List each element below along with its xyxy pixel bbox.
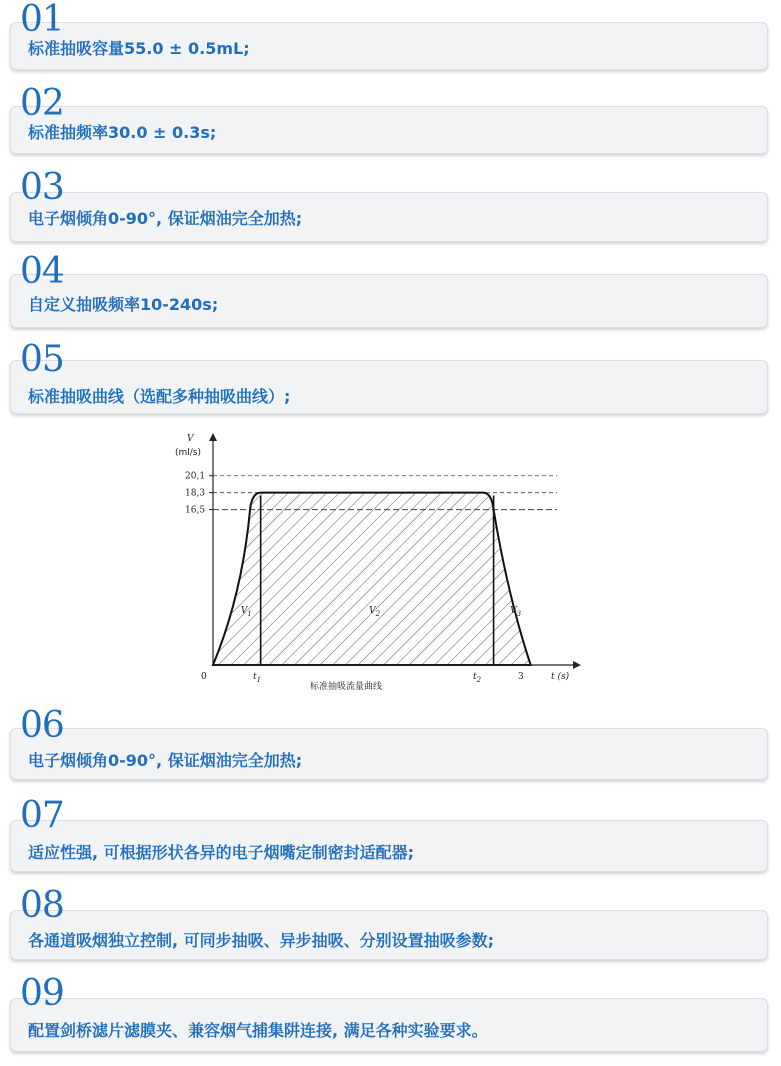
x-tick-end: 3 [518, 672, 524, 682]
x-tick-t1: $t_1$ [253, 672, 262, 684]
y-tick-label: 18,3 [185, 488, 206, 499]
item-number: 09 [20, 973, 64, 1014]
feature-item [10, 84, 770, 156]
item-text: 电子烟倾角0-90°, 保证烟油完全加热; [28, 751, 303, 770]
item-text: 各通道吸烟独立控制, 可同步抽吸、异步抽吸、分别设置抽吸参数; [28, 931, 495, 950]
feature-item [10, 251, 770, 330]
y-axis-label: V [187, 434, 194, 444]
region-label: $V_3$ [510, 606, 522, 619]
x-tick-t2: $t_2$ [473, 672, 482, 684]
y-tick-label: 16,5 [185, 505, 206, 516]
item-number: 05 [20, 339, 64, 380]
y-tick-label: 20,1 [185, 471, 206, 482]
feature-item [10, 973, 770, 1054]
item-text: 标准抽频率30.0 ± 0.3s; [28, 123, 217, 142]
item-number: 02 [20, 83, 64, 124]
x-tick-origin: 0 [201, 672, 207, 682]
flow-curve-chart [165, 425, 585, 705]
feature-item [10, 796, 770, 874]
x-axis-label: t (s) [551, 672, 570, 682]
item-text: 配置剑桥滤片滤膜夹、兼容烟气捕集阱连接, 满足各种实验要求。 [28, 1021, 488, 1040]
item-text: 标准抽吸容量55.0 ± 0.5mL; [28, 39, 250, 58]
feature-item [10, 706, 770, 782]
feature-item [10, 0, 770, 72]
item-number: 03 [20, 167, 64, 208]
item-number: 06 [20, 705, 64, 746]
y-axis-unit: (ml/s) [175, 448, 202, 458]
chart-caption: 标准抽吸流量曲线 [310, 682, 383, 692]
x-axis-arrow [573, 661, 581, 669]
item-number: 07 [20, 795, 64, 836]
y-axis-arrow [209, 433, 217, 441]
feature-item [10, 886, 770, 962]
item-text: 适应性强, 可根据形状各异的电子烟嘴定制密封适配器; [28, 843, 415, 862]
region-label: $V_1$ [240, 606, 252, 619]
item-text: 标准抽吸曲线（选配多种抽吸曲线）; [28, 387, 291, 406]
region-label: $V_2$ [369, 606, 381, 619]
item-text: 电子烟倾角0-90°, 保证烟油完全加热; [28, 209, 303, 228]
item-number: 04 [20, 251, 64, 292]
item-number: 08 [20, 885, 64, 926]
item-number: 01 [20, 0, 64, 40]
feature-item [10, 339, 770, 416]
feature-item [10, 168, 770, 244]
item-text: 自定义抽吸频率10-240s; [28, 295, 219, 314]
